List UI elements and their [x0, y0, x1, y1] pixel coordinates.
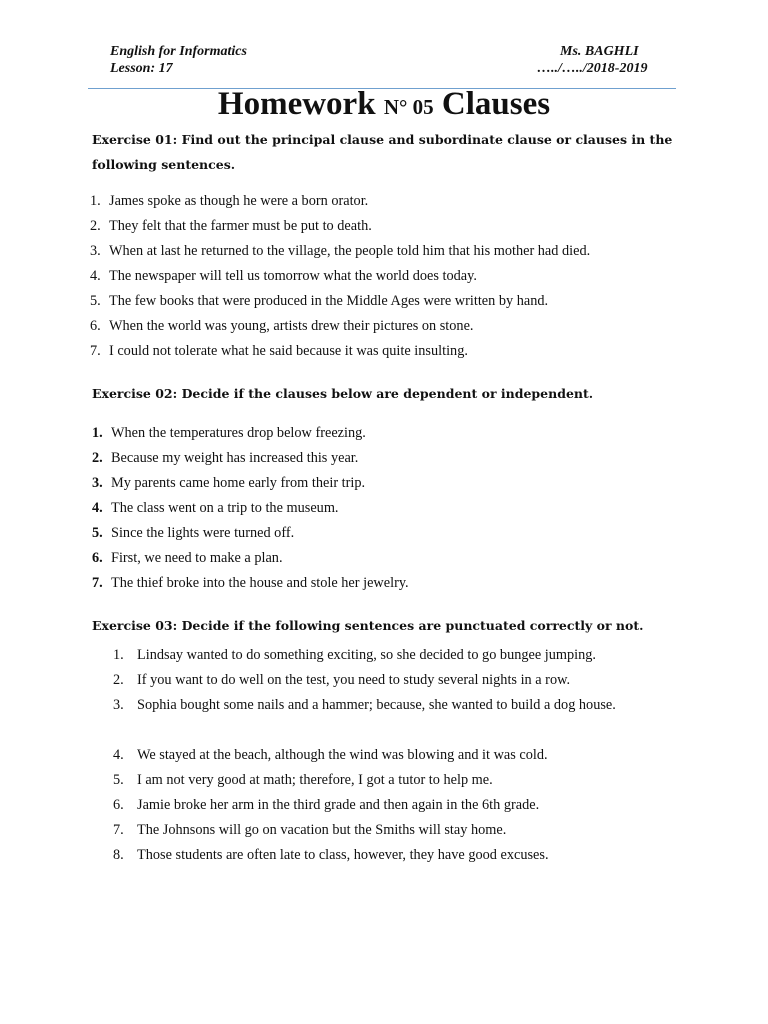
exercise-1-heading-line-1: Exercise 01: Find out the principal clause and subordinate clause or clauses in the — [92, 132, 673, 147]
list-item — [92, 521, 712, 546]
list-item — [113, 793, 643, 818]
list-item — [92, 571, 712, 596]
list-item — [113, 693, 643, 743]
item-number: 6. — [92, 550, 103, 566]
item-text: They felt that the farmer must be put to death. — [109, 218, 372, 234]
item-number: 1. — [90, 193, 101, 209]
item-number: 8. — [113, 847, 124, 863]
item-text: When the temperatures drop below freezing. — [111, 425, 366, 441]
list-item — [90, 289, 710, 314]
title-homework: Homework — [217, 86, 384, 122]
title-number: N° 05 — [383, 95, 434, 119]
item-text: The newspaper will tell us tomorrow what the world does today. — [109, 268, 477, 284]
page-title — [0, 83, 768, 128]
item-number: 3. — [113, 697, 124, 713]
item-text: If you want to do well on the test, you need to study several nights in a row. — [137, 672, 571, 688]
item-number: 7. — [92, 575, 103, 591]
item-text: James spoke as though he were a born orator. — [109, 193, 369, 209]
exercise-2-list — [92, 421, 712, 596]
item-text: When at last he returned to the village, the people told him that his mother had died. — [109, 243, 591, 259]
item-text: First, we need to make a plan. — [111, 550, 283, 566]
list-item — [90, 239, 710, 264]
item-text: When the world was young, artists drew their pictures on stone. — [109, 318, 474, 334]
item-text: My parents came home early from their trip. — [111, 475, 366, 491]
list-item — [113, 643, 643, 668]
item-text: Sophia bought some nails and a hammer; because, she wanted to build a dog house. — [137, 697, 616, 713]
item-number: 7. — [113, 822, 124, 838]
list-item — [113, 768, 643, 793]
item-number: 5. — [92, 525, 103, 541]
item-number: 4. — [90, 268, 101, 284]
exercise-3-list — [113, 643, 643, 868]
item-text: I am not very good at math; therefore, I got a tutor to help me. — [137, 772, 493, 788]
item-number: 4. — [113, 747, 124, 763]
item-text: The thief broke into the house and stole her jewelry. — [111, 575, 409, 591]
item-text: Because my weight has increased this year. — [111, 450, 359, 466]
item-text: The few books that were produced in the Middle Ages were written by hand. — [109, 293, 549, 309]
item-number: 5. — [113, 772, 124, 788]
date-field: …../…../2018-2019 — [537, 61, 648, 76]
item-number: 2. — [92, 450, 103, 466]
exercise-1-list — [90, 189, 710, 364]
item-number: 4. — [92, 500, 103, 516]
item-text: I could not tolerate what he said because it was quite insulting. — [109, 343, 468, 359]
title-topic: Clauses — [433, 86, 551, 122]
item-number: 2. — [90, 218, 101, 234]
teacher-name: Ms. BAGHLI — [560, 44, 639, 59]
exercise-2-heading: Exercise 02: Decide if the clauses below are dependent or independent. — [92, 386, 594, 401]
list-item — [92, 421, 712, 446]
item-text: The Johnsons will go on vacation but the Smiths will stay home. — [137, 822, 507, 838]
list-item — [113, 743, 643, 768]
list-item — [92, 546, 712, 571]
item-number: 7. — [90, 343, 101, 359]
item-number: 3. — [92, 475, 103, 491]
exercise-3-heading: Exercise 03: Decide if the following sentences are punctuated correctly or not. — [92, 618, 644, 633]
item-number: 6. — [113, 797, 124, 813]
list-item — [92, 446, 712, 471]
item-text: The class went on a trip to the museum. — [111, 500, 339, 516]
exercise-1-heading — [92, 127, 692, 177]
item-text: We stayed at the beach, although the wind was blowing and it was cold. — [137, 747, 548, 763]
item-number: 1. — [113, 647, 124, 663]
item-text: Since the lights were turned off. — [111, 525, 295, 541]
course-name: English for Informatics — [110, 44, 247, 59]
list-item — [90, 339, 710, 364]
item-number: 3. — [90, 243, 101, 259]
list-item — [92, 471, 712, 496]
list-item — [113, 818, 643, 843]
item-number: 2. — [113, 672, 124, 688]
item-number: 1. — [92, 425, 103, 441]
item-text: Those students are often late to class, however, they have good excuses. — [137, 847, 549, 863]
list-item — [90, 214, 710, 239]
list-item — [113, 843, 643, 868]
item-number: 6. — [90, 318, 101, 334]
item-text: Lindsay wanted to do something exciting, so she decided to go bungee jumping. — [137, 647, 597, 663]
lesson-number: Lesson: 17 — [110, 61, 173, 76]
item-text: Jamie broke her arm in the third grade and then again in the 6th grade. — [137, 797, 540, 813]
list-item — [90, 314, 710, 339]
list-item — [90, 189, 710, 214]
exercise-1-heading-line-2: following sentences. — [92, 157, 236, 172]
item-number: 5. — [90, 293, 101, 309]
list-item — [113, 668, 643, 693]
list-item — [90, 264, 710, 289]
list-item — [92, 496, 712, 521]
